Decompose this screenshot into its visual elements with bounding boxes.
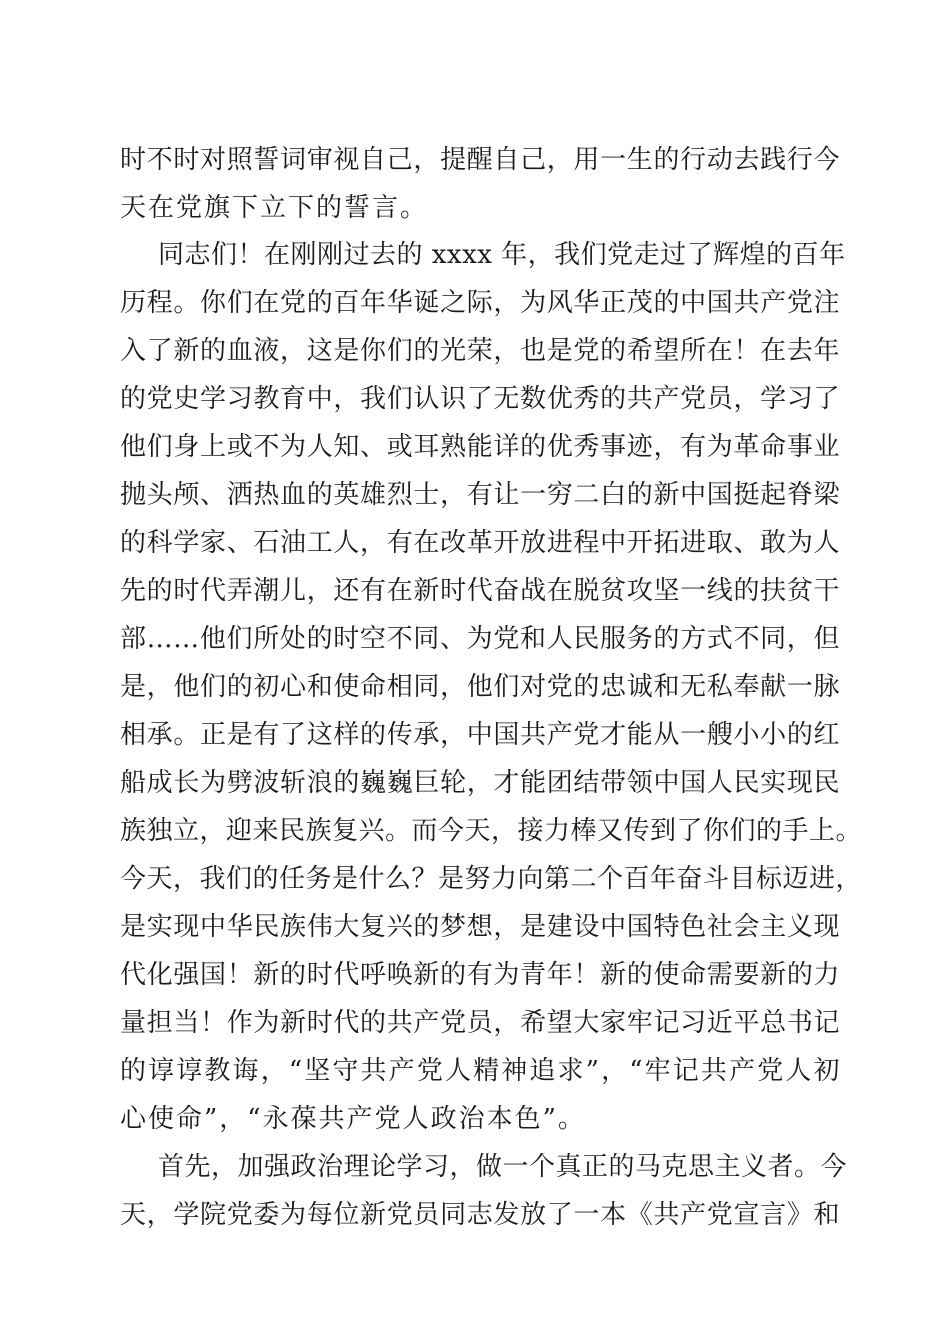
text-line: 他们身上或不为人知、或耳熟能详的优秀事迹，有为革命事业: [120, 432, 840, 462]
text-line: 是，他们的初心和使命相同，他们对党的忠诚和无私奉献一脉: [120, 672, 840, 702]
text-line: 入了新的血液，这是你们的光荣，也是党的希望所在！在去年: [120, 336, 840, 366]
text-line: 的科学家、石油工人，有在改革开放进程中开拓进取、敢为人: [120, 528, 840, 558]
text-line: 历程。你们在党的百年华诞之际，为风华正茂的中国共产党注: [120, 288, 840, 318]
text-line: 时不时对照誓词审视自己，提醒自己，用一生的行动去践行今: [120, 145, 840, 175]
paragraph-first-line: 首先，加强政治理论学习，做一个真正的马克思主义者。今: [158, 1152, 848, 1182]
text-line: 代化强国！新的时代呼唤新的有为青年！新的使命需要新的力: [120, 960, 840, 990]
text-line: 天在党旗下立下的誓言。: [120, 193, 429, 223]
text-line: 今天，我们的任务是什么？是努力向第二个百年奋斗目标迈进，: [120, 864, 863, 894]
text-line: 相承。正是有了这样的传承，中国共产党才能从一艘小小的红: [120, 720, 840, 750]
text-line: 的党史学习教育中，我们认识了无数优秀的共产党员，学习了: [120, 384, 840, 414]
text-line: 抛头颅、洒热血的英雄烈士，有让一穷二白的新中国挺起脊梁: [120, 480, 840, 510]
text-line: 天，学院党委为每位新党员同志发放了一本《共产党宣言》和: [120, 1200, 840, 1230]
text-line: 心使命”，“永葆共产党人政治本色”。: [120, 1104, 586, 1134]
text-line: 的谆谆教诲，“坚守共产党人精神追求”，“牢记共产党人初: [120, 1056, 840, 1086]
text-line: 量担当！作为新时代的共产党员，希望大家牢记习近平总书记: [120, 1008, 840, 1038]
text-line: 部……他们所处的时空不同、为党和人民服务的方式不同，但: [120, 624, 840, 654]
text-line: 是实现中华民族伟大复兴的梦想，是建设中国特色社会主义现: [120, 912, 840, 942]
text-line: 先的时代弄潮儿，还有在新时代奋战在脱贫攻坚一线的扶贫干: [120, 576, 840, 606]
text-line: 船成长为劈波斩浪的巍巍巨轮，才能团结带领中国人民实现民: [120, 768, 840, 798]
paragraph-first-line: 同志们！在刚刚过去的 xxxx 年，我们党走过了辉煌的百年: [158, 240, 846, 270]
text-line: 族独立，迎来民族复兴。而今天，接力棒又传到了你们的手上。: [120, 816, 863, 846]
